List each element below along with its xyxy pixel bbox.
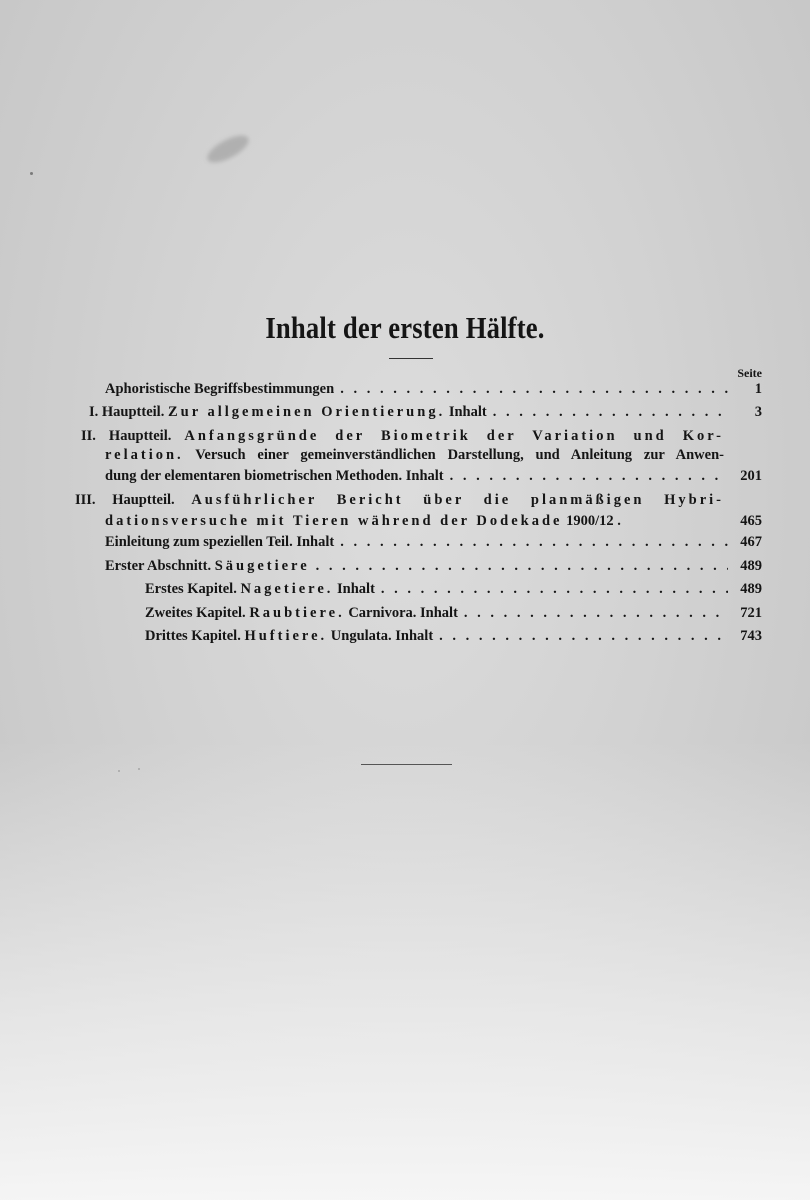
- entry-page: 465: [740, 513, 762, 529]
- entry-prefix: II. Hauptteil.: [81, 428, 172, 444]
- entry-latin-name: Ungulata.: [330, 628, 392, 644]
- entry-suffix: Inhalt: [337, 581, 375, 597]
- dot-leader: [340, 533, 728, 551]
- entry-label: [89, 403, 487, 421]
- dot-leader: [340, 380, 728, 398]
- entry-prefix: Erster Abschnitt.: [105, 558, 212, 574]
- toc-entry-line[interactable]: [75, 491, 724, 509]
- entry-suffix: Inhalt: [296, 534, 335, 550]
- entry-label: Aphoristische Begriffsbestimmungen: [105, 381, 335, 397]
- toc-entry[interactable]: [145, 580, 762, 598]
- paper-speck: [30, 172, 33, 175]
- entry-label: [105, 512, 621, 530]
- entry-page: 721: [740, 605, 762, 621]
- title-rule: [389, 358, 433, 359]
- dot-leader: [450, 467, 728, 485]
- entry-description: 1900/12 .: [566, 513, 621, 529]
- toc-entry[interactable]: [145, 627, 762, 645]
- closing-rule: [361, 764, 452, 765]
- entry-prefix: I. Hauptteil.: [89, 404, 165, 420]
- entry-label: [145, 604, 458, 622]
- entry-page: 201: [740, 468, 762, 484]
- entry-spaced-title: Raubtiere.: [249, 605, 345, 621]
- toc-entry[interactable]: [105, 467, 762, 485]
- entry-spaced-title: Huftiere.: [244, 628, 328, 644]
- entry-spaced-title: dationsversuche mit Tieren während der Dodekade: [105, 513, 563, 529]
- entry-page: 467: [740, 534, 762, 550]
- entry-label: [105, 557, 310, 575]
- paper-speck: [138, 768, 140, 770]
- toc-entry-line[interactable]: [81, 427, 724, 445]
- entry-spaced-title: Anfangsgründe der Biometrik der Variation und Kor-: [184, 428, 724, 444]
- entry-description: dung der elementaren biometrischen Methoden.: [105, 468, 403, 484]
- entry-latin-name: Carnivora.: [348, 605, 417, 621]
- entry-page: 1: [754, 381, 762, 397]
- dot-leader: [381, 580, 728, 598]
- entry-description: Versuch einer gemeinverständlichen Darstellung, und Anleitung zur Anwen-: [195, 447, 724, 463]
- toc-entry[interactable]: [105, 533, 762, 551]
- entry-spaced-title: Zur allgemeinen Orientierung.: [167, 404, 446, 420]
- entry-page: 489: [740, 581, 762, 597]
- toc-entry[interactable]: [105, 380, 762, 398]
- entry-spaced-title: relation.: [105, 447, 184, 463]
- page-fade: [0, 740, 810, 1200]
- entry-page: 489: [740, 558, 762, 574]
- entry-suffix: Inhalt: [405, 468, 444, 484]
- paper-speck: [118, 770, 120, 772]
- entry-spaced-title: Säugetiere: [214, 558, 310, 574]
- entry-prefix: III. Hauptteil.: [75, 492, 175, 508]
- entry-label: Einleitung zum speziellen Teil. Inhalt: [105, 534, 335, 550]
- entry-prefix: Drittes Kapitel.: [145, 628, 241, 644]
- page-column-header: Seite: [737, 366, 762, 380]
- entry-prefix: Zweites Kapitel.: [145, 605, 246, 621]
- dot-leader: [493, 403, 728, 421]
- page-title: Inhalt der ersten Hälfte.: [265, 310, 545, 345]
- paper-smudge: [203, 130, 252, 167]
- entry-prefix: Erstes Kapitel.: [145, 581, 237, 597]
- dot-leader: [464, 604, 728, 622]
- toc-entry[interactable]: [145, 604, 762, 622]
- entry-label: [145, 580, 375, 598]
- entry-page: 743: [740, 628, 762, 644]
- toc-entry-line[interactable]: [105, 446, 724, 464]
- toc-entry[interactable]: [89, 403, 762, 421]
- entry-suffix: Inhalt: [420, 605, 458, 621]
- entry-suffix: Inhalt: [395, 628, 434, 644]
- entry-label: [145, 627, 433, 645]
- entry-suffix: Inhalt: [448, 404, 487, 420]
- entry-spaced-title: Ausführlicher Bericht über die planmäßigen Hybri-: [191, 492, 725, 508]
- toc-entry[interactable]: [105, 512, 762, 530]
- toc-entry[interactable]: [105, 557, 762, 575]
- entry-label: [105, 467, 444, 485]
- dot-leader: [439, 627, 728, 645]
- entry-spaced-title: Nagetiere.: [240, 581, 334, 597]
- entry-page: 3: [754, 404, 762, 420]
- dot-leader: [316, 557, 728, 575]
